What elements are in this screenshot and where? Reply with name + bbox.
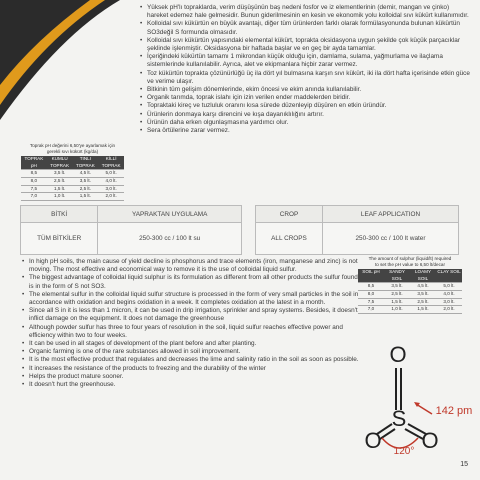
table-header-row: TOPRAK pH KUMLU TOPRAK TINLI TOPRAK KİLLİ TOPRAK: [21, 156, 124, 170]
bond-length-label: 142 pm: [435, 405, 473, 417]
application-table-en: [255, 205, 459, 255]
list-item: • Helps the product mature sooner.: [22, 373, 362, 381]
page-number: 15: [460, 461, 468, 468]
turkish-benefits-list: [140, 4, 470, 135]
table-caption: Toprak pH değerini 6,50'ye ayarlamak için gerekli sıvı kükürt (kg/da): [29, 143, 116, 154]
table-row: 7,0 1,0 lt. 1,5 lt. 2,0 lt.: [21, 193, 124, 201]
list-item: • Since all S in it is less than 1 micron, it can be used in drip irrigation, sprinkler and spray systems. Besides, it doesn't inflict damage on the equipment. It does not damage the greenhouse: [22, 307, 362, 323]
atom-oxygen-right: O: [421, 428, 439, 453]
list-item: • Kolloidal sıvı kükürtün en büyük avantajı, diğer tüm ürünlerden farklı olarak formülasyonunda bulunan kükürtün SO3değil S formunda olmasıdır.: [140, 20, 470, 36]
list-item: • It is the most effective product that regulates and decreases the lime and salinity ratio in the soil as soon as possible.: [22, 356, 362, 364]
decorative-swoosh: [0, 0, 140, 130]
list-item: • The elemental sulfur in the colloidal liquid sulfur structure is processed in the form of very small particles in the soil in accordance with oxidation and begins oxidation in a week. It completes oxidation at the latest in a month.: [22, 291, 362, 307]
table-row: 8,0 2,5 lt. 3,5 lt. 4,0 lt.: [21, 178, 124, 186]
table-row: 8,0 2,5 lt. 3,5 lt. 4,0 lt.: [358, 291, 462, 299]
atom-sulfur: S: [391, 406, 407, 431]
list-item: • Kolloidal sıvı kükürtün yapısındaki elemental kükürt, toprakta oksidasyona uygun şekilde çok küçük parçacıklar şeklinde işlenmiştir. Oksidasyona bir haftada başlar ve en geç bir ayda tamamlar.: [140, 37, 470, 53]
list-item: • It doesn't hurt the greenhouse.: [22, 381, 362, 389]
ph-dosage-table-tr: [21, 143, 124, 201]
table-row: 7,5 1,5 lt. 2,5 lt. 3,0 lt.: [358, 299, 462, 307]
atom-oxygen-top: O: [389, 342, 407, 367]
length-arrow: [416, 404, 432, 414]
list-item: • İçeriğindeki kükürtün tamamı 1 mikrondan küçük olduğu için, damlama, sulama, yağmurlama ve ilaçlama sistemlerinde kullanılabilir. Ayrıca, alet ve ekipmanlara hiçbir zarar vermez.: [140, 53, 470, 69]
list-item: • In high pH soils, the main cause of yield decline is phosphorus and trace elements (iron, manganese and zinc) is not moving. The most effective and economical way to remove it is the use of colloidal liquid sulfur.: [22, 258, 362, 274]
table-cell: ALL CROPS: [256, 223, 323, 255]
table-header-row: SOIL pH SANDY SOIL LOAMY SOIL CLAY SOIL: [358, 269, 462, 283]
table-cell: 250-300 cc / 100 lt water: [322, 223, 458, 255]
application-table-tr: [20, 205, 242, 255]
table-header: CROP: [256, 206, 323, 223]
list-item: • It can be used in all stages of development of the plant before and after planting.: [22, 340, 362, 348]
table-cell: TÜM BİTKİLER: [21, 223, 98, 255]
table-header: LEAF APPLICATION: [322, 206, 458, 223]
list-item: • Although powder sulfur has three to four years of resolution in the soil, liquid sulfur reaches effective power and efficiency within two to four weeks.: [22, 324, 362, 340]
table-header: YAPRAKTAN UYGULAMA: [98, 206, 242, 223]
ph-dosage-table-en: [358, 256, 462, 314]
table-row: 7,0 1,0 lt. 1,5 lt. 2,0 lt.: [358, 306, 462, 314]
list-item: • Yüksek pH'lı topraklarda, verim düşüşünün baş nedeni fosfor ve iz elementlerinin (demir, mangan ve çinko) hareket edemez hale gelmesidir. Bunun giderilmesinin en kesin ve ekonomik yolu kolloidal sıvı kükürt kullanımıdır.: [140, 4, 470, 20]
atom-oxygen-left: O: [364, 428, 382, 453]
table-row: 7,5 1,5 lt. 2,5 lt. 3,0 lt.: [21, 186, 124, 194]
table-header: BİTKİ: [21, 206, 98, 223]
list-item: • Sera örtülerine zarar vermez.: [140, 127, 470, 135]
list-item: • Ürünün daha erken olgunlaşmasına yardımcı olur.: [140, 119, 470, 127]
english-benefits-list: [22, 258, 362, 389]
list-item: • Ürünlerin donmaya karşı direncini ve kışa dayanıklılığını artırır.: [140, 111, 470, 119]
list-item: • Organic farming is one of the rare substances allowed in soil improvement.: [22, 348, 362, 356]
list-item: • Toz kükürtün toprakta çözünürlüğü üç ila dört yıl bulmasına karşın sıvı kükürt, iki ila dört hafta içerisinde etkin güce ve verime ulaşır.: [140, 70, 470, 86]
list-item: • The biggest advantage of colloidal liquid sulphur is its formulation as different from all other products the sulfur found is in the form of S not SO3.: [22, 274, 362, 290]
list-item: • Organik tarımda, toprak islahı için izin verilen ender maddelerden biridir.: [140, 94, 470, 102]
bond-angle-label: 120°: [393, 446, 415, 457]
so3-molecule-diagram: [364, 340, 480, 460]
list-item: • Topraktaki kireç ve tuzluluk oranını kısa sürede düzenleyip düşüren en etkin üründür.: [140, 102, 470, 110]
list-item: • It increases the resistance of the products to freezing and the durability of the winter: [22, 365, 362, 373]
table-row: 8,5 3,5 lt. 4,5 lt. 5,0 lt.: [358, 283, 462, 291]
table-cell: 250-300 cc / 100 lt su: [98, 223, 242, 255]
list-item: • Bitkinin tüm gelişim dönemlerinde, ekim öncesi ve ekim anında kullanılabilir.: [140, 86, 470, 94]
table-row: 8,5 3,5 lt. 4,5 lt. 5,0 lt.: [21, 170, 124, 178]
table-caption: The amount of sulphur (liquid/lt) required to set the pH value to 6,50 lt/decar: [368, 256, 452, 267]
